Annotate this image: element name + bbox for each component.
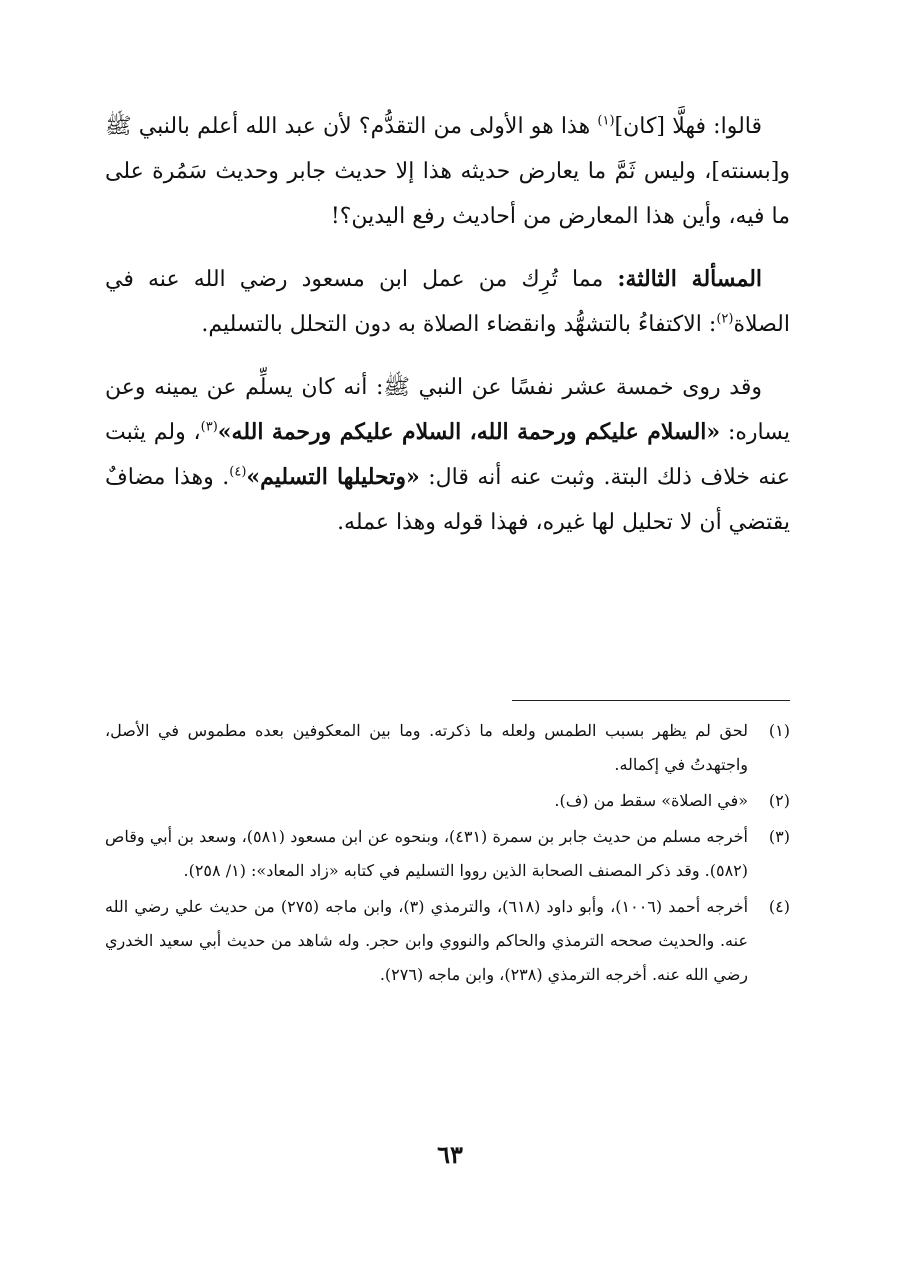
paragraph-1-text-b: هذا هو الأولى من التقدُّم؟ لأن عبد الله أعلم بالنبي ﷺ و[بسنته]، وليس ثَمَّ ما يعارض حديثه هذا إلا حديث جابر وحديث سَمُرة على ما فيه، وأين هذا المعارض من أحاديث رفع اليدين؟!	[105, 114, 790, 229]
footnote-number: (٤)	[768, 897, 790, 916]
footnote-number: (١)	[768, 721, 790, 740]
footnote-2	[105, 784, 790, 818]
hadith-quote-tahlil: «وتحليلها التسليم»	[246, 464, 420, 490]
footnote-number: (٢)	[768, 791, 790, 810]
footnote-number: (٣)	[768, 827, 790, 846]
footnote-ref-4: (٤)	[229, 464, 247, 480]
footnote-text: أخرجه أحمد (١٠٠٦)، وأبو داود (٦١٨)، والترمذي (٣)، وابن ماجه (٢٧٥) من حديث علي رضي الله عنه. والحديث صححه الترمذي والحاكم والنووي وابن حجر. وله شاهد من حديث أبي سعيد الخدري رضي الله عنه. أخرجه الترمذي (٢٣٨)، وابن ماجه (٢٧٦).	[105, 897, 749, 984]
paragraph-2-text-b: : الاكتفاءُ بالتشهُّد وانقضاء الصلاة به دون التحلل بالتسليم.	[201, 312, 717, 337]
footnotes	[105, 714, 790, 994]
footnote-ref-1: (١)	[597, 113, 615, 129]
hadith-quote-salam: «السلام عليكم ورحمة الله، السلام عليكم ورحمة الله»	[217, 419, 721, 445]
footnote-ref-3: (٣)	[200, 419, 218, 435]
footnote-text: لحق لم يظهر بسبب الطمس ولعله ما ذكرته. وما بين المعكوفين بعده مطموس في الأصل، واجتهدتُ في إكماله.	[105, 721, 748, 774]
main-text	[105, 104, 790, 563]
issue-label: المسألة الثالثة:	[617, 266, 763, 292]
paragraph-3	[105, 365, 790, 545]
footnote-text: أخرجه مسلم من حديث جابر بن سمرة (٤٣١)، وبنحوه عن ابن مسعود (٥٨١)، وسعد بن أبي وقاص (٥٨٢). وقد ذكر المصنف الصحابة الذين رووا التسليم في كتابه «زاد المعاد»: (١/ ٢٥٨).	[105, 827, 748, 880]
paragraph-3-text-b: ، ولم يثبت عنه خلاف ذلك البتة. وثبت عنه أنه قال:	[105, 420, 790, 490]
page-number: ٦٣	[437, 1140, 463, 1169]
footnote-3	[105, 820, 790, 888]
footnote-1	[105, 714, 790, 782]
footnote-ref-2: (٢)	[716, 311, 734, 327]
footnote-separator	[512, 700, 790, 701]
paragraph-1-text-a: قالوا: فهلَّا [كان]	[614, 114, 762, 139]
paragraph-3-text-a: وقد روى خمسة عشر نفسًا عن النبي ﷺ: أنه كان يسلِّم عن يمينه وعن يساره:	[105, 375, 790, 445]
paragraph-1	[105, 104, 790, 239]
paragraph-2	[105, 257, 790, 347]
footnote-4	[105, 890, 790, 992]
paragraph-3-text-c: . وهذا مضافٌ يقتضي أن لا تحليل لها غيره، فهذا قوله وهذا عمله.	[105, 465, 790, 535]
footnote-text: «في الصلاة» سقط من (ف).	[554, 791, 748, 810]
paragraph-2-text-a: مما تُرِك من عمل ابن مسعود رضي الله عنه في الصلاة	[105, 267, 790, 337]
